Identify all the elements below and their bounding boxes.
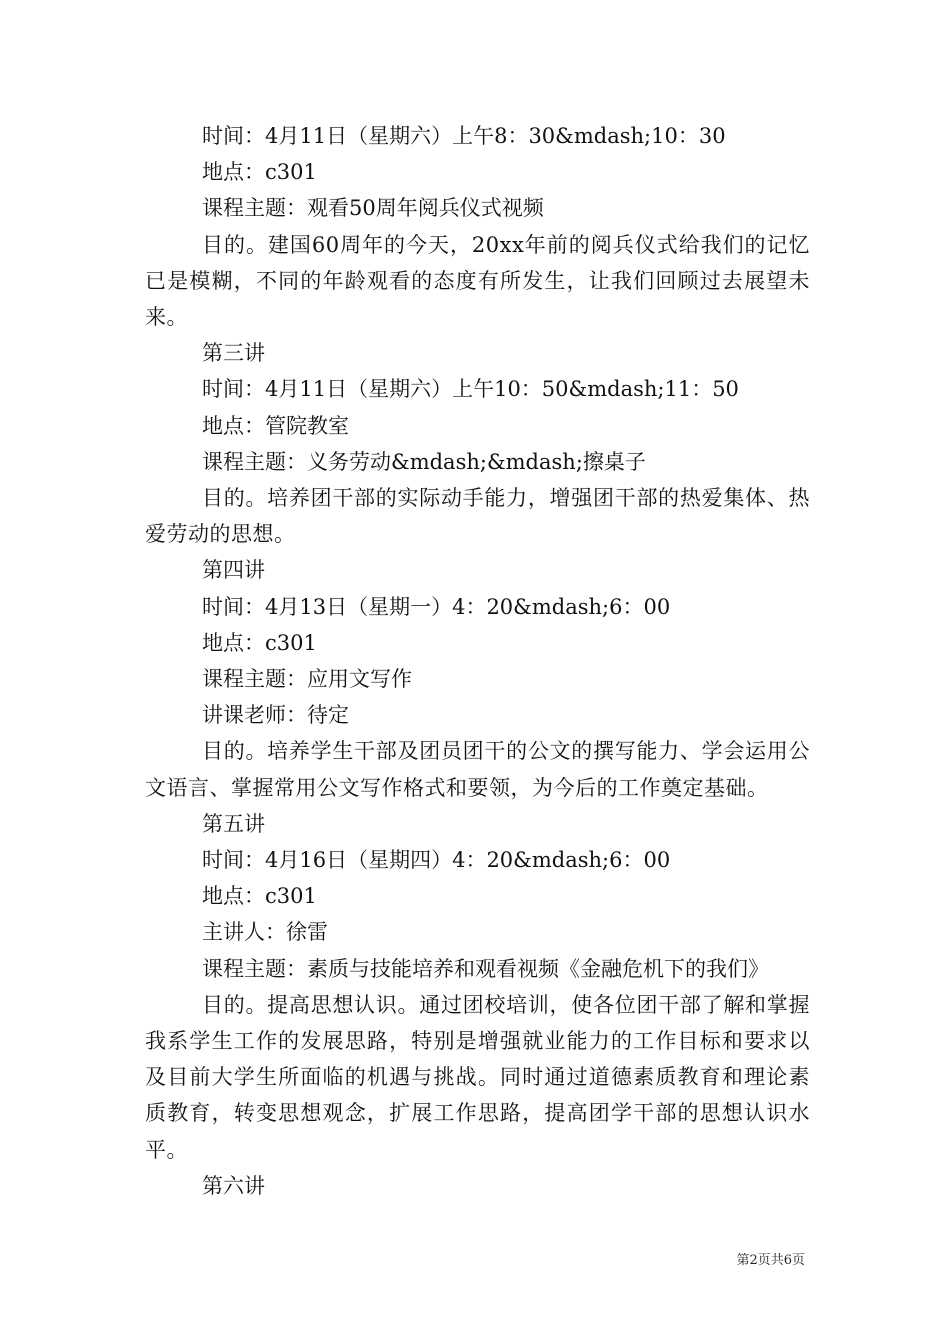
text-line: 时间：4月16日（星期四）4：20&mdash;6：00 bbox=[202, 848, 671, 873]
text-line: 课程主题：素质与技能培养和观看视频《金融危机下的我们》 bbox=[202, 956, 769, 981]
text-line: 时间：4月11日（星期六）上午10：50&mdash;11：50 bbox=[202, 377, 739, 402]
text-line: 地点：c301 bbox=[202, 630, 317, 655]
section-heading: 第五讲 bbox=[202, 811, 265, 836]
paragraph: 目的。培养团干部的实际动手能力，增强团干部的热爱集体、热爱劳动的思想。 bbox=[145, 486, 810, 547]
text-line: 课程主题：应用文写作 bbox=[202, 667, 412, 692]
page-number: 第2页共6页 bbox=[736, 1253, 805, 1268]
text-line: 讲课老师：待定 bbox=[202, 703, 349, 728]
document-body bbox=[145, 118, 810, 1204]
text-line: 课程主题：观看50周年阅兵仪式视频 bbox=[202, 196, 544, 221]
paragraph: 目的。培养学生干部及团员团干的公文的撰写能力、学会运用公文语言、掌握常用公文写作格式和要领，为今后的工作奠定基础。 bbox=[145, 739, 810, 800]
section-heading: 第三讲 bbox=[202, 341, 265, 366]
text-line: 地点：管院教室 bbox=[202, 413, 349, 438]
section-heading: 第四讲 bbox=[202, 558, 265, 583]
section-heading: 第六讲 bbox=[202, 1173, 265, 1198]
paragraph: 目的。建国60周年的今天，20xx年前的阅兵仪式给我们的记忆已是模糊，不同的年龄观看的态度有所发生，让我们回顾过去展望未来。 bbox=[145, 232, 810, 330]
text-line: 地点：c301 bbox=[202, 884, 317, 909]
text-line: 地点：c301 bbox=[202, 160, 317, 185]
paragraph: 目的。提高思想认识。通过团校培训，使各位团干部了解和掌握我系学生工作的发展思路，特别是增强就业能力的工作目标和要求以及目前大学生所面临的机遇与挑战。同时通过道德素质教育和理论素质教育，转变思想观念，扩展工作思路，提高团学干部的思想认识水平。 bbox=[145, 992, 810, 1162]
text-line: 课程主题：义务劳动&mdash;&mdash;擦桌子 bbox=[202, 449, 646, 474]
text-line: 时间：4月13日（星期一）4：20&mdash;6：00 bbox=[202, 594, 671, 619]
text-line: 时间：4月11日（星期六）上午8：30&mdash;10：30 bbox=[202, 124, 726, 148]
text-line: 主讲人：徐雷 bbox=[202, 920, 328, 945]
